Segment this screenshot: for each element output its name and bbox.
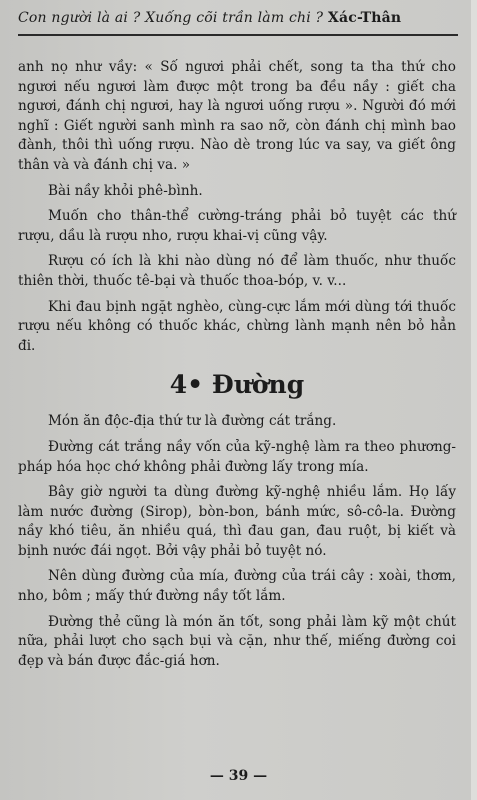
running-title-italic: Con người là ai ? Xuống cõi trần làm chi ? <box>18 10 324 26</box>
paragraph-7: Đường cát trắng nầy vốn của kỹ-nghệ làm ra theo phương-pháp hóa học chớ không phải đường lấy trong mía. <box>18 438 456 475</box>
page-edge <box>471 0 477 800</box>
page-number: — 39 — <box>209 768 268 784</box>
section-heading: 4• Đường <box>169 370 305 400</box>
paragraph-4: Rượu có ích là khi nào dùng nó để làm thuốc, như thuốc thiên thời, thuốc tê-bại và thuốc thoa-bóp, v. v... <box>18 253 456 289</box>
paragraph-9: Nên dùng đường của mía, đường của trái cây : xoài, thơm, nho, bôm ; mấy thứ đường nầy tốt lắm. <box>18 568 456 605</box>
page-body <box>18 58 456 677</box>
running-title-bold: Xác-Thân <box>327 10 402 26</box>
paragraph-8: Bây giờ người ta dùng đường kỹ-nghệ nhiều lắm. Họ lấy làm nước đường (Sirop), bòn-bon, bánh mức, sô-cô-la. Đường nầy khó tiêu, ăn nhiều quá, thì đau gan, đau ruột, bị kiết và bịnh nước đái ngọt. Bởi vậy phải bỏ tuyệt nó. <box>18 484 456 559</box>
paragraph-1: anh nọ như vầy: « Số ngươi phải chết, song ta tha thứ cho ngươi nếu ngươi làm được một trong ba đều nầy : giết cha ngươi, đánh chị ngươi, hay là ngươi uống rượu ». Người đó mới nghĩ : Giết người sanh mình ra sao nỡ, còn đánh chị mình bao đành, thôi thì uống rượu. Nào dè trong lúc va say, va giết ông thân và và đánh chị va. » <box>18 59 456 173</box>
header-rule <box>18 34 458 36</box>
paragraph-6: Món ăn độc-địa thứ tư là đường cát trắng. <box>48 413 337 430</box>
paragraph-10: Đường thẻ cũng là món ăn tốt, song phải làm kỹ một chút nữa, phải lượt cho sạch bụi và cặn, như thế, miếng đường coi đẹp và bán được đắc-giá hơn. <box>18 613 456 669</box>
paragraph-3: Muốn cho thân-thể cường-tráng phải bỏ tuyệt các thứ rượu, dầu là rượu nho, rượu khai-vị cũng vậy. <box>18 208 456 244</box>
running-header <box>18 10 458 26</box>
paragraph-2: Bài nầy khỏi phê-bình. <box>48 182 203 199</box>
paragraph-5: Khi đau bịnh ngặt nghèo, cùng-cực lắm mới dùng tới thuốc rượu nếu không có thuốc khác, chừng lành mạnh nên bỏ hẳn đi. <box>18 298 456 354</box>
